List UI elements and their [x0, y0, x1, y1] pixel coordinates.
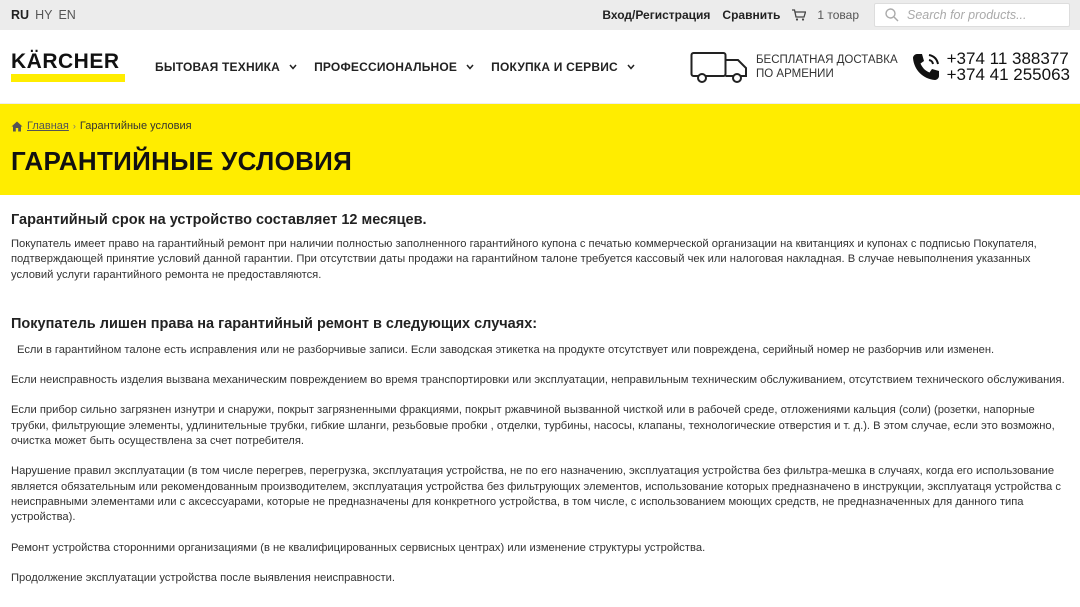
- breadcrumb-current: Гарантийные условия: [79, 120, 192, 132]
- phone-1[interactable]: +374 11 388377: [946, 48, 1069, 68]
- exclusion-item: Если в гарантийном талоне есть исправления или не разборчивые записи. Если заводская этикетка на продукте отсутствует или повреждена, серийный номер не разборчив или изменен.: [17, 343, 995, 356]
- nav-purchase-service-label: ПОКУПКА И СЕРВИС: [491, 59, 618, 74]
- top-actions: [602, 3, 1070, 27]
- chevron-down-icon: [289, 64, 297, 70]
- delivery-line1: БЕСПЛАТНАЯ ДОСТАВКА: [756, 53, 898, 66]
- phone-2[interactable]: +374 41 255063: [946, 64, 1070, 84]
- compare-link[interactable]: Сравнить: [722, 8, 781, 22]
- chevron-down-icon: [627, 64, 635, 70]
- home-icon: [11, 121, 23, 132]
- logo-underline: [11, 74, 125, 82]
- cart-count-label: 1 товар: [817, 8, 859, 22]
- search-box: [874, 3, 1070, 27]
- chevron-down-icon: [466, 64, 474, 70]
- top-bar: [0, 0, 1080, 30]
- breadcrumb-separator: ›: [72, 121, 76, 131]
- nav-household[interactable]: [155, 60, 297, 74]
- delivery-text: [756, 53, 898, 81]
- delivery-line2: ПО АРМЕНИИ: [756, 67, 834, 80]
- phone-block: [910, 48, 1070, 84]
- language-switcher: [11, 8, 76, 22]
- nav-professional[interactable]: [314, 60, 474, 74]
- exclusion-item: Ремонт устройства сторонними организациями (в не квалифицированных сервисных центрах) или изменение структуры устройства.: [11, 541, 706, 554]
- exclusion-item: Нарушение правил эксплуатации (в том числе перегрев, перегрузка, эксплуатация устройства, не по его назначению, эксплуатация устройства без фильтра-мешка в случаях, когда его использование является обязательным или рекомендованным производителем, эксплуатация устройства без фильтрующих элементов, использование которых предназначено в инструкции, эксплуатаця устройства с неисправными элементами или с аксессуарами, которые не предназначены для конкретного устройства, в том числе, с использованием моющих средств, не предназначенных для данного типа устройства).: [11, 465, 1061, 524]
- logo-text: KÄRCHER: [11, 49, 120, 73]
- exclusion-item: Если неисправность изделия вызвана механическим повреждением во время транспортировки или эксплуатации, неправильным техническим обслуживанием, отсутствием технического обслуживания.: [11, 374, 1065, 387]
- warranty-period-heading: Гарантийный срок на устройство составляет 12 месяцев.: [11, 212, 427, 228]
- exclusions-heading: Покупатель лишен права на гарантийный ремонт в следующих случаях:: [11, 315, 538, 332]
- search-icon: [885, 8, 899, 22]
- page-hero: [0, 104, 1080, 195]
- main-nav: [155, 60, 635, 74]
- nav-household-label: БЫТОВАЯ ТЕХНИКА: [155, 59, 281, 74]
- search-input[interactable]: [907, 8, 1057, 22]
- nav-professional-label: ПРОФЕССИОНАЛЬНОЕ: [314, 59, 458, 74]
- lang-ru[interactable]: RU: [11, 8, 30, 22]
- page-title: ГАРАНТИЙНЫЕ УСЛОВИЯ: [11, 146, 353, 176]
- free-delivery-badge: [690, 50, 898, 84]
- karcher-logo[interactable]: [11, 49, 125, 82]
- main-header: [0, 30, 1080, 104]
- login-link[interactable]: Вход/Регистрация: [602, 8, 711, 22]
- nav-purchase-service[interactable]: [491, 60, 635, 74]
- exclusion-item: Если прибор сильно загрязнен изнутри и снаружи, покрыт загрязненными фракциями, покрыт ржавчиной вызванной чисткой или в рабочей среде, отложениями кальция (соли) (розетки, напорные трубки, фильтрующие элементы, удлинительные трубки, гибкие шланги, резьбовые пробки , отделки, турбины, насосы, клапаны, технологические отверстия и т. д.). В этом случае, если это возможно, очистка может быть осуществлена за счет потребителя.: [11, 404, 1055, 448]
- breadcrumb-home[interactable]: Главная: [27, 120, 69, 132]
- delivery-truck-icon: [690, 50, 750, 84]
- phone-icon: [910, 51, 942, 83]
- exclusion-item: Продолжение эксплуатации устройства после выявления неисправности.: [11, 571, 396, 584]
- lang-hy[interactable]: HY: [35, 8, 53, 22]
- cart-button[interactable]: [792, 8, 859, 22]
- warranty-intro-paragraph: Покупатель имеет право на гарантийный ремонт при наличии полностью заполненного гарантийного купона с печатью коммерческой организации на квитанциях и купонах с подписью Покупателя, подтверждающей принятие условий данной гарантии. При отсутствии даты продажи на гарантийном талоне требуется кассовый чек или налоговая накладная. В случае невыполнения указанных условий услуги гарантийного ремонта не предоставляются.: [11, 238, 1037, 281]
- phone-numbers: [946, 48, 1070, 84]
- breadcrumb: [11, 120, 1069, 132]
- cart-icon: [792, 9, 806, 21]
- main-content: [0, 212, 1080, 586]
- lang-en[interactable]: EN: [58, 8, 76, 22]
